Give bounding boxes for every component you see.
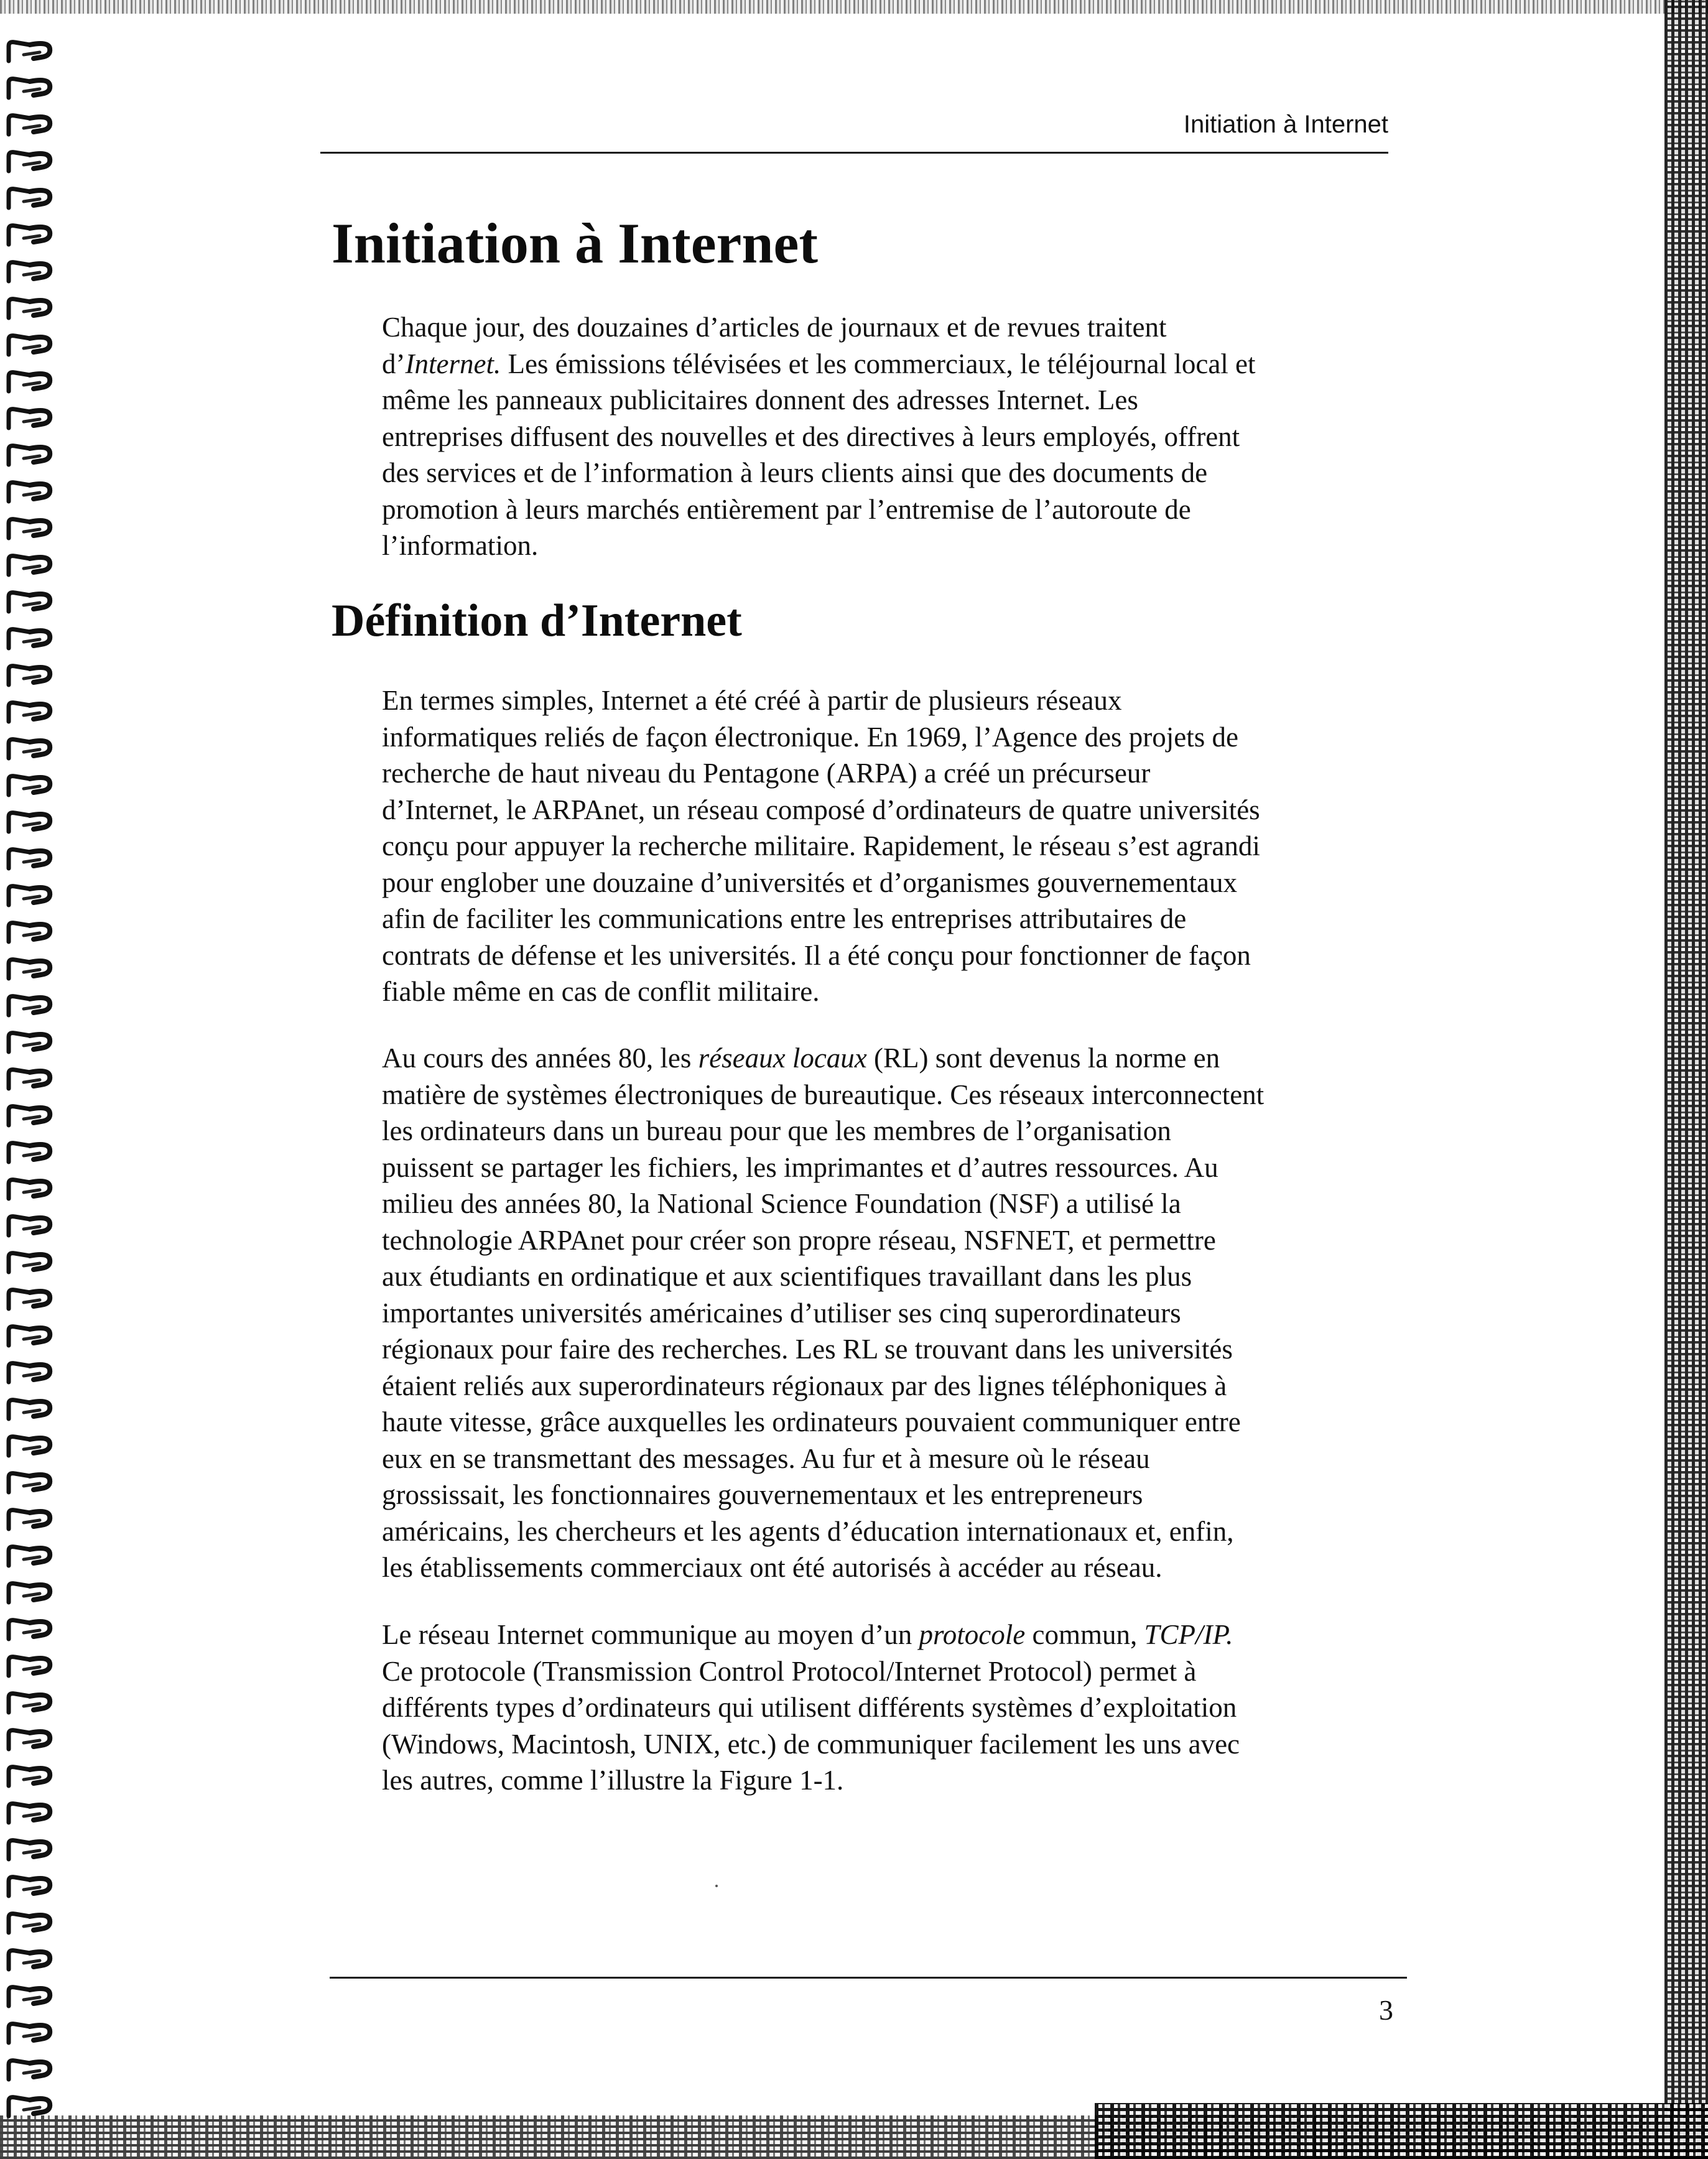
scan-noise-bottom-right xyxy=(1095,2103,1708,2159)
text-line: l’information. xyxy=(382,530,539,561)
binding-coil xyxy=(5,2056,55,2083)
binding-coil xyxy=(5,845,55,872)
text-line: Au cours des années 80, les réseaux locaux (RL) sont devenus la norme en xyxy=(382,1042,1220,1074)
text-line: d’Internet. Les émissions télévisées et les commerciaux, le téléjournal local et xyxy=(382,348,1256,379)
text-line: (Windows, Macintosh, UNIX, etc.) de communiquer facilement les uns avec xyxy=(382,1728,1240,1760)
binding-coil xyxy=(5,1689,55,1716)
binding-coil xyxy=(5,1615,55,1643)
binding-coil xyxy=(5,881,55,909)
binding-coil xyxy=(5,1028,55,1056)
text-line: Ce protocole (Transmission Control Protocol/Internet Protocol) permet à xyxy=(382,1655,1197,1687)
binding-coil xyxy=(5,111,55,138)
text-line: contrats de défense et les universités. Il a été conçu pour fonctionner de façon xyxy=(382,939,1251,971)
text-line: promotion à leurs marchés entièrement par l’entremise de l’autoroute de xyxy=(382,493,1191,525)
binding-coil xyxy=(5,1799,55,1826)
running-header: Initiation à Internet xyxy=(1183,111,1388,138)
binding-coil xyxy=(5,1065,55,1092)
binding-coil xyxy=(5,955,55,982)
text-line: les établissements commerciaux ont été autorisés à accéder au réseau. xyxy=(382,1552,1163,1583)
binding-coil xyxy=(5,1102,55,1129)
text-line: haute vitesse, grâce auxquelles les ordinateurs pouvaient communiquer entre xyxy=(382,1406,1241,1437)
binding-coil xyxy=(5,1469,55,1496)
binding-coil xyxy=(5,1652,55,1679)
italic-term: TCP/IP. xyxy=(1144,1619,1233,1650)
binding-coil xyxy=(5,1358,55,1386)
scan-noise-right xyxy=(1664,0,1708,2159)
section-heading: Définition d’Internet xyxy=(332,595,742,646)
spiral-binding xyxy=(0,37,62,2115)
binding-coil xyxy=(5,808,55,835)
text-line: les autres, comme l’illustre la Figure 1-1. xyxy=(382,1765,844,1796)
binding-coil xyxy=(5,918,55,945)
text-line: Chaque jour, des douzaines d’articles de journaux et de revues traitent xyxy=(382,312,1167,343)
binding-coil xyxy=(5,147,55,175)
binding-coil xyxy=(5,294,55,322)
page-number: 3 xyxy=(1379,1994,1393,2026)
italic-term: Internet. xyxy=(405,348,501,379)
text-line: puissent se partager les fichiers, les imprimantes et d’autres ressources. Au xyxy=(382,1151,1218,1183)
binding-coil xyxy=(5,991,55,1019)
footer-rule xyxy=(330,1977,1407,1979)
definition-paragraph xyxy=(382,682,1396,1010)
binding-coil xyxy=(5,221,55,248)
text-line: les ordinateurs dans un bureau pour que les membres de l’organisation xyxy=(382,1115,1171,1146)
binding-coil xyxy=(5,1212,55,1239)
binding-coil xyxy=(5,1725,55,1753)
binding-coil xyxy=(5,624,55,652)
text-line: des services et de l’information à leurs clients ainsi que des documents de xyxy=(382,457,1208,488)
binding-coil xyxy=(5,368,55,395)
text-line: technologie ARPAnet pour créer son propre réseau, NSFNET, et permettre xyxy=(382,1224,1216,1256)
binding-coil xyxy=(5,1505,55,1533)
binding-coil xyxy=(5,1432,55,1459)
text-line: eux en se transmettant des messages. Au fur et à mesure où le réseau xyxy=(382,1442,1150,1474)
binding-coil xyxy=(5,74,55,101)
binding-coil xyxy=(5,1138,55,1166)
text-line: fiable même en cas de conflit militaire. xyxy=(382,976,820,1007)
binding-coil xyxy=(5,1909,55,1936)
scan-speck xyxy=(715,1885,718,1887)
text-line: afin de faciliter les communications entre les entreprises attributaires de xyxy=(382,903,1187,934)
text-line: grossissait, les fonctionnaires gouvernementaux et les entrepreneurs xyxy=(382,1479,1143,1510)
binding-coil xyxy=(5,441,55,468)
binding-coil xyxy=(5,771,55,799)
text-line: Le réseau Internet communique au moyen d’un protocole commun, TCP/IP. xyxy=(382,1619,1233,1650)
text-line: entreprises diffusent des nouvelles et des directives à leurs employés, offrent xyxy=(382,420,1240,452)
binding-coil xyxy=(5,1285,55,1312)
text-line: pour englober une douzaine d’universités et d’organismes gouvernementaux xyxy=(382,866,1238,898)
binding-coil xyxy=(5,1762,55,1790)
binding-coil xyxy=(5,184,55,211)
protocol-paragraph xyxy=(382,1617,1396,1799)
binding-coil xyxy=(5,735,55,762)
binding-coil xyxy=(5,37,55,65)
binding-coil xyxy=(5,1248,55,1276)
binding-coil xyxy=(5,588,55,615)
binding-coil xyxy=(5,1872,55,1900)
italic-term: protocole xyxy=(919,1619,1026,1650)
binding-coil xyxy=(5,1395,55,1423)
binding-coil xyxy=(5,698,55,725)
text-line: régionaux pour faire des recherches. Les RL se trouvant dans les universités xyxy=(382,1334,1233,1365)
italic-term: réseaux locaux xyxy=(698,1042,867,1074)
text-line: étaient reliés aux superordinateurs régionaux par des lignes téléphoniques à xyxy=(382,1370,1227,1401)
binding-coil xyxy=(5,2019,55,2046)
binding-coil xyxy=(5,404,55,432)
text-line: matière de systèmes électroniques de bureautique. Ces réseaux interconnectent xyxy=(382,1079,1265,1110)
binding-coil xyxy=(5,258,55,285)
binding-coil xyxy=(5,1946,55,1973)
header-rule xyxy=(320,152,1388,154)
text-line: même les panneaux publicitaires donnent des adresses Internet. Les xyxy=(382,384,1138,416)
binding-coil xyxy=(5,1542,55,1569)
text-line: aux étudiants en ordinatique et aux scientifiques travaillant dans les plus xyxy=(382,1261,1192,1292)
text-line: d’Internet, le ARPAnet, un réseau composé d’ordinateurs de quatre universités xyxy=(382,794,1260,825)
text-line: milieu des années 80, la National Science Foundation (NSF) a utilisé la xyxy=(382,1188,1181,1219)
text-line: conçu pour appuyer la recherche militaire. Rapidement, le réseau s’est agrandi xyxy=(382,830,1260,861)
text-line: américains, les chercheurs et les agents d’éducation internationaux et, enfin, xyxy=(382,1515,1234,1547)
scan-noise-top xyxy=(0,0,1708,14)
intro-paragraph xyxy=(382,309,1396,564)
page-title: Initiation à Internet xyxy=(332,211,818,275)
binding-coil xyxy=(5,661,55,689)
binding-coil xyxy=(5,331,55,358)
binding-coil xyxy=(5,1836,55,1863)
binding-coil xyxy=(5,551,55,578)
binding-coil xyxy=(5,478,55,505)
binding-coil xyxy=(5,1322,55,1349)
text-line: informatiques reliés de façon électronique. En 1969, l’Agence des projets de xyxy=(382,721,1239,753)
binding-coil xyxy=(5,1175,55,1202)
binding-coil xyxy=(5,514,55,542)
text-line: En termes simples, Internet a été créé à partir de plusieurs réseaux xyxy=(382,685,1122,716)
text-line: différents types d’ordinateurs qui utilisent différents systèmes d’exploitation xyxy=(382,1692,1237,1723)
history-paragraph xyxy=(382,1040,1396,1586)
text-line: importantes universités américaines d’utiliser ses cinq superordinateurs xyxy=(382,1297,1181,1329)
binding-coil xyxy=(5,1579,55,1606)
binding-coil xyxy=(5,1982,55,2010)
text-line: recherche de haut niveau du Pentagone (ARPA) a créé un précurseur xyxy=(382,758,1151,789)
binding-coil xyxy=(5,2092,55,2120)
